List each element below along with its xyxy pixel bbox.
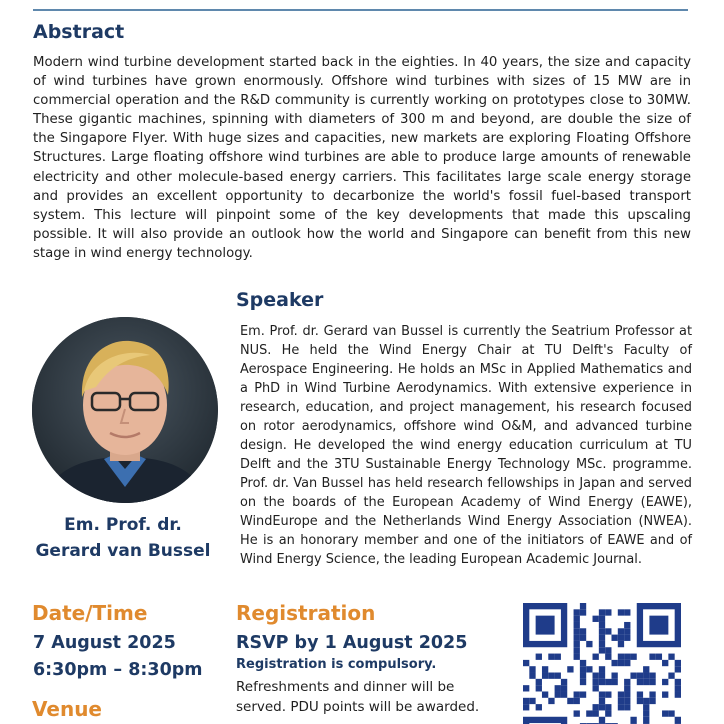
speaker-photo [32,317,218,503]
event-date: 7 August 2025 [33,633,176,653]
speaker-fullname: Gerard van Bussel [35,541,211,561]
registration-heading: Registration [236,601,376,625]
registration-qr-code[interactable] [523,603,681,724]
venue-heading: Venue [32,697,102,721]
speaker-portrait-icon [32,317,218,503]
datetime-heading: Date/Time [32,601,148,625]
speaker-bio: Em. Prof. dr. Gerard van Bussel is currently the Seatrium Professor at NUS. He held the Wind Energy Chair at TU Delft's Faculty of Aerospace Engineering. He holds an MSc in Applied Mathematics and a PhD in Wind Turbine Aerodynamics. With extensive experience in research, education, and project management, his research focused on rotor aerodynamics, offshore wind O&M, and advanced turbine design. He developed the wind energy education curriculum at TU Delft and the 3TU Sustainable Energy Technology MSc. programme. Prof. dr. Van Bussel has held research fellowships in Japan and served on the boards of the European Academy of Wind Energy (EAWE), WindEurope and the Netherlands Wind Energy Association (NWEA). He is an honorary member and one of the initiators of EAWE and of Wind Energy Science, the leading European Academic Journal. [240,324,692,567]
speaker-title: Em. Prof. dr. [64,515,182,535]
abstract-heading: Abstract [33,21,125,43]
event-time: 6:30pm – 8:30pm [33,660,203,680]
registration-compulsory: Registration is compulsory. [236,657,437,672]
rsvp-deadline: RSVP by 1 August 2025 [236,633,468,653]
speaker-name [28,512,218,564]
qr-code-icon [523,603,681,724]
abstract-text: Modern wind turbine development started back in the eighties. In 40 years, the size and capacity of wind turbines have grown enormously. Offshore wind turbines with sizes of 15 MW are in commercial operation and the R&D community is currently working on prototypes close to 30MW. These gigantic machines, spinning with diameters of 300 m and beyond, are double the size of the Singapore Flyer. With huge sizes and capacities, new markets are exploring Floating Offshore Structures. Large floating offshore wind turbines are able to produce large amounts of renewable electricity and other molecule-based energy carriers. This facilitates large scale energy storage and provides an excellent opportunity to decarbonize the world's fossil fuel-based transport system. This lecture will pinpoint some of the key developments that made this upscaling possible. It will also provide an outlook how the world and Singapore can benefit from this new stage in wind energy technology. [33,55,691,261]
top-divider [33,9,688,11]
registration-note: Refreshments and dinner will be served. PDU points will be awarded. [236,679,480,715]
speaker-heading: Speaker [236,289,324,311]
